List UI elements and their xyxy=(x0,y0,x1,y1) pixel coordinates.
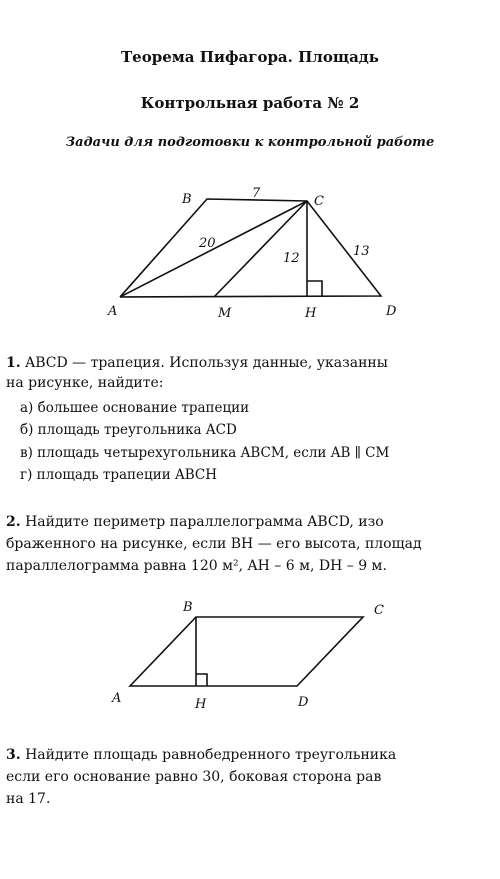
parallelogram-figure xyxy=(0,598,500,718)
vertex-label-h: H xyxy=(195,697,207,712)
vertex-label-a: A xyxy=(108,304,118,319)
work-subtitle: Контрольная работа № 2 xyxy=(140,94,360,112)
task-3-line-1: 3. Найдите площадь равнобедренного треугольника xyxy=(6,747,397,763)
task-3-line-2: если его основание равно 30, боковая сторона рав xyxy=(6,769,382,785)
right-angle-mark xyxy=(196,674,207,686)
vertex-label-b: B xyxy=(182,192,192,207)
vertex-label-a: A xyxy=(112,691,122,706)
length-ch: 12 xyxy=(283,251,300,266)
trapezoid-outline xyxy=(120,199,381,297)
task-1-item: в) площадь четырехугольника ABCM, если AB ∥ CM xyxy=(20,445,390,461)
section-heading: Задачи для подготовки к контрольной работе xyxy=(65,135,435,150)
task-3-line-3: на 17. xyxy=(6,791,51,807)
vertex-label-c: C xyxy=(374,603,384,618)
segment-cm xyxy=(214,201,307,297)
task-1-number: 1. xyxy=(6,355,21,371)
task-2-number: 2. xyxy=(6,514,21,530)
vertex-label-d: D xyxy=(298,695,309,710)
vertex-label-c: C xyxy=(314,194,324,209)
task-3-number: 3. xyxy=(6,747,21,763)
task-1-item: б) площадь треугольника ACD xyxy=(20,422,237,438)
vertex-label-b: B xyxy=(183,600,193,615)
vertex-label-d: D xyxy=(386,304,397,319)
task-2-line-1: 2. Найдите периметр параллелограмма ABCD, изо xyxy=(6,514,384,530)
task-2-line-2: браженного на рисунке, если BH — его высота, площад xyxy=(6,536,422,552)
vertex-label-h: H xyxy=(305,306,317,320)
parallelogram-outline xyxy=(130,617,363,686)
length-cd: 13 xyxy=(353,244,370,259)
task-1-item: а) большее основание трапеции xyxy=(20,400,250,416)
length-bc: 7 xyxy=(252,186,261,201)
task-2-line-3: параллелограмма равна 120 м², AH – 6 м, DH – 9 м. xyxy=(6,558,387,574)
vertex-label-m: M xyxy=(218,306,232,320)
right-angle-mark xyxy=(307,281,322,296)
task-1-line-1: 1. ABCD — трапеция. Используя данные, указанны xyxy=(6,355,388,371)
page-title: Теорема Пифагора. Площадь xyxy=(121,48,379,66)
length-ac: 20 xyxy=(199,236,216,251)
task-1-line-2: на рисунке, найдите: xyxy=(6,375,164,391)
task-1-item: г) площадь трапеции ABCH xyxy=(20,467,218,483)
trapezoid-figure xyxy=(0,185,500,320)
